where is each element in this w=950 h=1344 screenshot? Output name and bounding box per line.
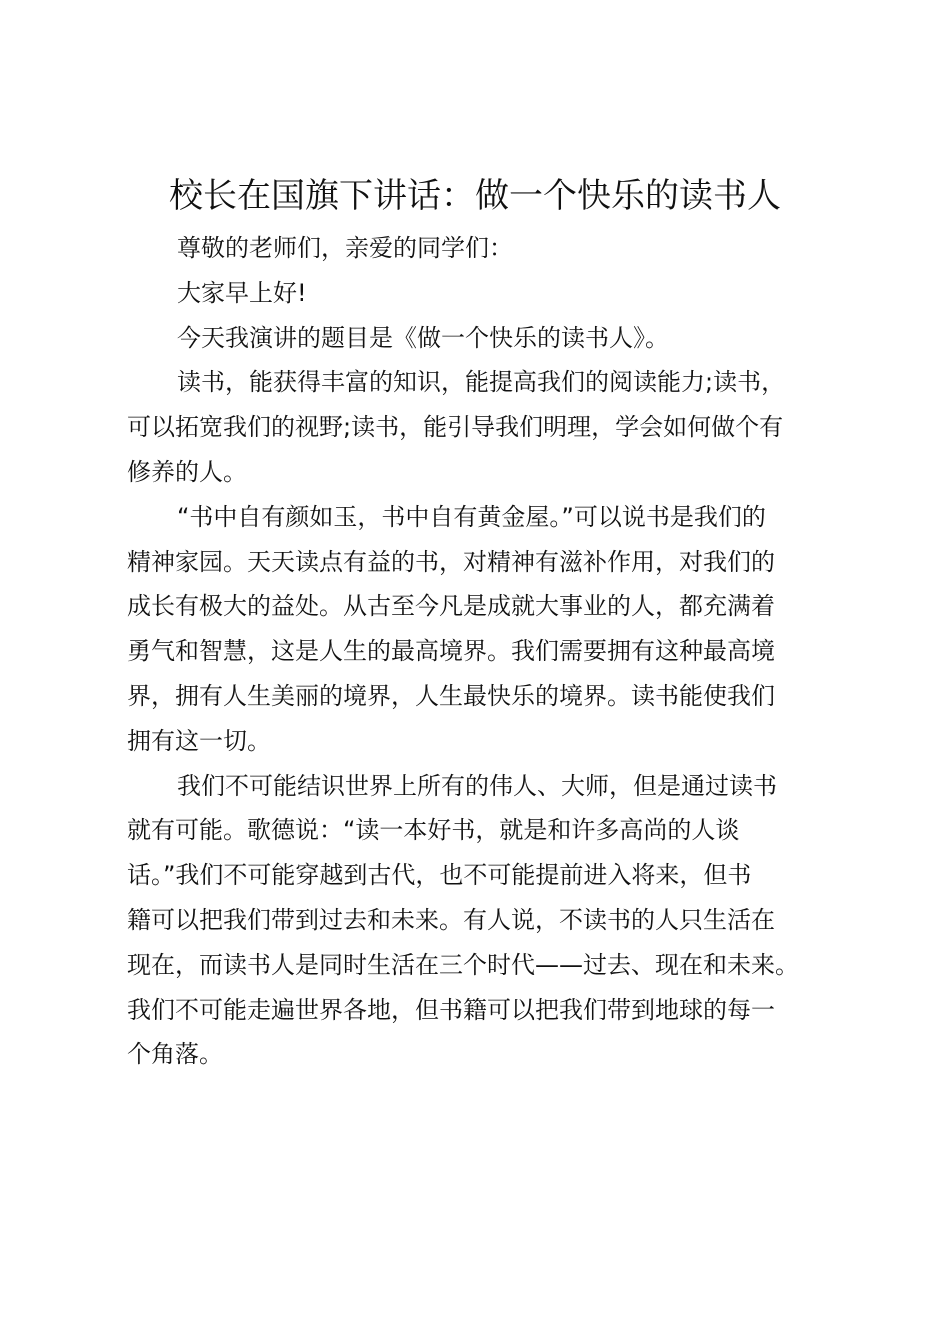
text-line: 籍可以把我们带到过去和未来。有人说，不读书的人只生活在 <box>127 905 775 934</box>
text-line: 个角落。 <box>127 1040 223 1069</box>
text-line: 大家早上好! <box>177 278 307 307</box>
text-line: 我们不可能走遍世界各地，但书籍可以把我们带到地球的每一 <box>127 995 775 1024</box>
text-line: 可以拓宽我们的视野;读书，能引导我们明理，学会如何做个有 <box>127 413 784 442</box>
paragraph-greeting <box>127 226 839 271</box>
text-line: 成长有极大的益处。从古至今凡是成就大事业的人，都充满着 <box>127 592 775 621</box>
text-line: 修养的人。 <box>127 457 247 486</box>
text-line: 现在，而读书人是同时生活在三个时代——过去、现在和未来。 <box>127 950 799 979</box>
paragraph-topic <box>127 316 839 361</box>
text-line: 界，拥有人生美丽的境界，人生最快乐的境界。读书能使我们 <box>127 681 775 710</box>
text-line: 读书，能获得丰富的知识，能提高我们的阅读能力;读书， <box>177 368 786 397</box>
text-line: 勇气和智慧，这是人生的最高境界。我们需要拥有这种最高境 <box>127 637 775 666</box>
text-line: 尊敬的老师们，亲爱的同学们： <box>177 234 513 262</box>
text-line: 话。”我们不可能穿越到古代，也不可能提前进入将来，但书 <box>127 861 752 890</box>
paragraph-good-morning <box>127 271 839 316</box>
paragraph-spiritual-home <box>127 495 839 764</box>
text-line: “书中自有颜如玉，书中自有黄金屋。”可以说书是我们的 <box>177 502 766 531</box>
text-line: 我们不可能结识世界上所有的伟人、大师，但是通过读书 <box>177 771 777 800</box>
text-line: 今天我演讲的题目是《做一个快乐的读书人》。 <box>177 323 669 352</box>
text-line: 精神家园。天天读点有益的书，对精神有滋补作用，对我们的 <box>127 547 775 576</box>
text-line: 拥有这一切。 <box>127 726 271 755</box>
text-line: 就有可能。歌德说：“读一本好书，就是和许多高尚的人谈 <box>127 816 740 845</box>
document-body <box>127 226 839 1077</box>
document-title: 校长在国旗下讲话：做一个快乐的读书人 <box>169 176 781 216</box>
paragraph-reading-benefits <box>127 360 839 494</box>
paragraph-great-people <box>127 764 839 1078</box>
